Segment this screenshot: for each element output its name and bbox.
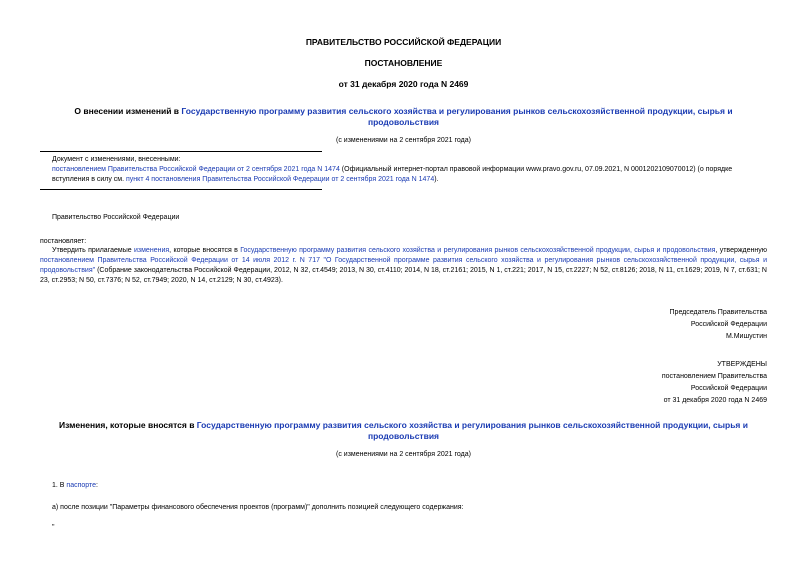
quote-mark: " [52, 524, 55, 531]
changes-note-heading: Документ с изменениями, внесенными: [52, 156, 181, 163]
item-a: а) после позиции "Параметры финансового обеспечения проектов (программ)" дополнить позицией следующего содержания: [52, 504, 464, 511]
title-program-link[interactable]: Государственную программу развития сельского хозяйства и регулирования рынков сельскохозяйственной продукции, сырья и продовольствия [181, 106, 733, 127]
item-1 [52, 481, 98, 491]
approved-block [662, 360, 767, 406]
divider-top [40, 151, 322, 152]
resolves-label: постановляет: [40, 238, 87, 245]
signature-block [670, 308, 767, 342]
approved-line-3: Российской Федерации [690, 385, 767, 392]
document-date-number: от 31 декабря 2020 года N 2469 [338, 79, 469, 89]
changes-title-program-link[interactable]: Государственную программу развития сельского хозяйства и регулирования рынков сельскохозяйственной продукции, сырья и продовольствия [196, 420, 748, 441]
title-edition: (с изменениями на 2 сентября 2021 года) [336, 137, 471, 144]
document-type: ПОСТАНОВЛЕНИЕ [364, 58, 443, 68]
changes-note-link-1474[interactable]: постановлением Правительства Российской Федерации от 2 сентября 2021 года N 1474 [52, 166, 340, 173]
changes-note-text-end: ). [434, 176, 439, 183]
changes-title [40, 420, 767, 442]
signature-line-2: Российской Федерации [690, 321, 767, 328]
main-paragraph [40, 246, 767, 286]
title-prefix: О внесении изменений в [74, 106, 182, 116]
p1-text-c: , утвержденную [715, 247, 767, 254]
divider-bottom [40, 189, 322, 190]
document-title [40, 106, 767, 128]
changes-edition: (с изменениями на 2 сентября 2021 года) [336, 451, 471, 458]
p1-text-d: (Собрание законодательства Российской Федерации, 2012, N 32, ст.4549; 2013, N 30, ст.4110; 2014, N 18, ст.2161; 2015, N 1, ст.221; 2017, N 15, ст.2227; N 52, ст.8126; 2018, N 11, ст.1629; 2019, N 7, ст.631; N 23, ст.2953; N 50, ст.7376; N 52, ст.7949; 2020, N 14, ст.2129; N 30, ст.4923). [40, 267, 767, 284]
item-1-passport-link[interactable]: паспорте [66, 482, 97, 489]
changes-note [52, 155, 767, 185]
signature-line-1: Председатель Правительства [669, 309, 767, 316]
signature-name: М.Мишустин [725, 333, 767, 340]
approved-line-4: от 31 декабря 2020 года N 2469 [663, 397, 767, 404]
government-label: Правительство Российской Федерации [52, 214, 180, 221]
p1-link-changes[interactable]: изменения [134, 247, 170, 254]
changes-title-prefix: Изменения, которые вносятся в [59, 420, 197, 430]
p1-link-resolution-717[interactable]: постановлением Правительства Российской Федерации от 14 июля 2012 г. N 717 "О Государственной программе развития сельского хозяйства и регулирования рынков сельскохозяйственной продукции, сырья и продовольствия" [40, 257, 767, 274]
approved-line-2: постановлением Правительства [661, 373, 767, 380]
p1-text-b: , которые вносятся в [169, 247, 241, 254]
p1-link-program[interactable]: Государственную программу развития сельского хозяйства и регулирования рынков сельскохозяйственной продукции, сырья и продовольствия [240, 247, 716, 254]
approved-line-1: УТВЕРЖДЕНЫ [717, 361, 767, 368]
government-heading: ПРАВИТЕЛЬСТВО РОССИЙСКОЙ ФЕДЕРАЦИИ [305, 37, 502, 47]
changes-note-text: (Официальный интернет-портал правовой информации www.pravo.gov.ru, 07.09.2021, N 0001202109070012) (о порядке вступления в силу см. [52, 166, 733, 183]
item-1-prefix: 1. В [52, 482, 67, 489]
item-1-suffix: : [96, 482, 98, 489]
changes-note-link-point4[interactable]: пункт 4 постановления Правительства Российской Федерации от 2 сентября 2021 года N 1474 [126, 176, 435, 183]
p1-text-a: Утвердить прилагаемые [52, 247, 134, 254]
